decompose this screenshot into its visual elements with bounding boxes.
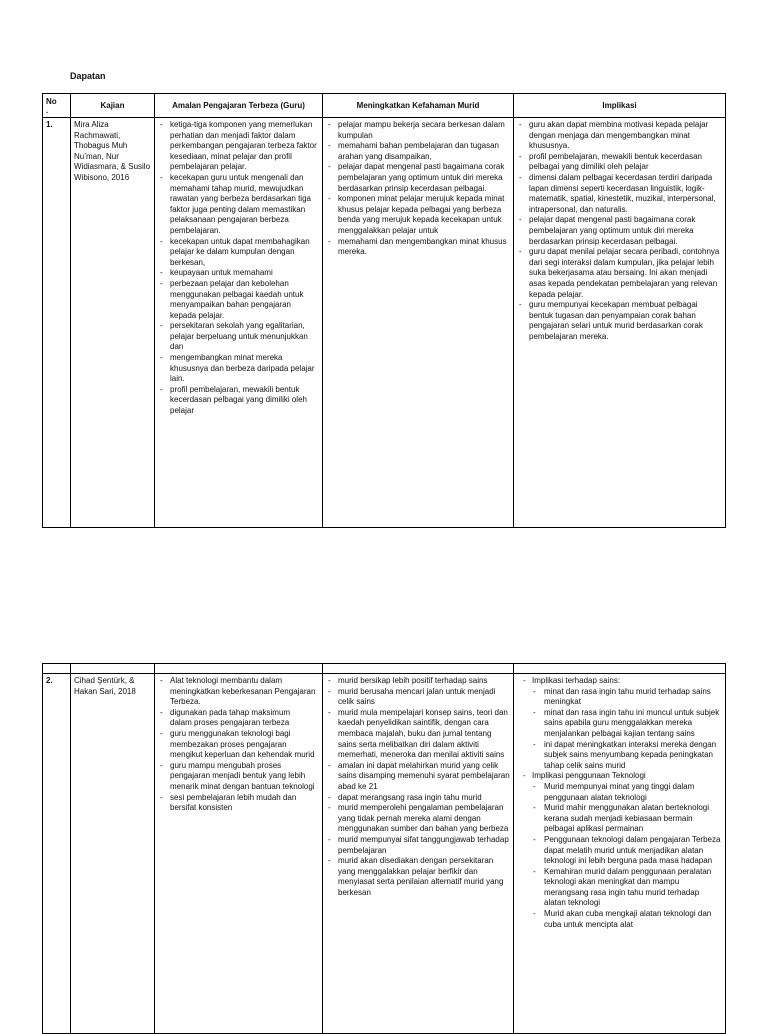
list-item: - minat dan rasa ingin tahu ini muncul untuk subjek sains apabila guru menggalakkan mereka menjalankan pelbagai kajian tentang sains [532,708,722,740]
list-item: - guru dapat menilai pelajar secara peribadi, contohnya dari segi interaksi dalam kumpulan, jika pelajar lebih suka bekerjasama atau bersaing. Ini akan menjadi asas kepada pendekatan pembelajaran yang relevan kepada pelajar. [517,247,722,300]
list-item: - persekitaran sekolah yang egalitarian, pelajar berpeluang untuk menunjukkan dan [158,321,319,353]
list-item: - keupayaan untuk memahami [158,268,319,279]
list-item: - Murid mempunyai minat yang tinggi dalam penggunaan alatan teknologi [532,782,722,803]
list-item: - murid berusaha mencari jalan untuk menjadi celik sains [326,687,510,708]
empty-cell [71,664,155,674]
list-item: - profil pembelajaran, mewakili bentuk kecerdasan pelbagai yang dimiliki oleh pelajar [517,152,722,173]
implikasi-groups [520,676,722,930]
kefahaman-cell [323,118,514,528]
list-item: - memahami bahan pembelajaran dan tugasan arahan yang disampaikan, [326,141,510,162]
amalan-cell [155,674,323,1034]
list-item: - sesi pembelajaran lebih mudah dan bersifat konsisten [158,793,319,814]
list-item: - guru akan dapat membina motivasi kepada pelajar dengan menjaga dan mengembangkan minat khususnya. [517,120,722,152]
list-item: - profil pembelajaran, mewakili bentuk kecerdasan pelbagai yang dimiliki oleh pelajar [158,385,319,417]
list-item: - guru mampu mengubah proses pengajaran menjadi bentuk yang lebih menarik minat dengan bantuan teknologi [158,761,319,793]
empty-cell [155,664,323,674]
group-list [532,782,722,930]
list-item: - dapat merangsang rasa ingin tahu murid [326,793,510,804]
col-header-implikasi: Implikasi [514,94,726,118]
list-item: - murid mempunyai sifat tanggungjawab terhadap pembelajaran [326,835,510,856]
list-item: - Murid mahir menggunakan alatan berteknologi kerana sudah menjadi kebiasaan bermain pelbagai aplikasi permainan [532,803,722,835]
row-number: 1. [43,118,71,528]
list-item: - kecekapan guru untuk mengenali dan memahami tahap murid, mewujudkan rawatan yang berbeza berdasarkan tiga faktor juga penting dalam memastikan pelaksanaan pengajaran berbeza pembelajaran. [158,173,319,237]
list-item: - murid bersikap lebih positif terhadap sains [326,676,510,687]
amalan-cell [155,118,323,528]
amalan-list [158,120,319,417]
list-item: dalam proses pengajaran terbeza [170,718,290,728]
section-heading: Dapatan [70,71,106,81]
kefahaman-list [326,120,510,258]
col-header-amalan: Amalan Pengajaran Terbeza (Guru) [155,94,323,118]
list-item: - Penggunaan teknologi dalam pengajaran Terbeza dapat melatih murid untuk menjadikan alatan teknologi ini lebih berguna pada masa hadapan [532,835,722,867]
implikasi-group-teknologi [520,771,722,930]
list-item: - guru mempunyai kecekapan membuat pelbagai bentuk tugasan dan penyampaian corak bahan pengajaran selari untuk murid berdasarkan corak pembelajaran mereka. [517,300,722,342]
list-item: - Kemahiran murid dalam penggunaan peralatan teknologi akan meningkat dan mampu merangsang rasa ingin tahu murid terhadap alatan teknologi [532,867,722,909]
list-item: - Alat teknologi membantu dalam meningkatkan keberkesanan Pengajaran Terbeza. [158,676,319,708]
kajian-cell: Mira Aliza Rachmawati, Thobagus Muh Nu’man, Nur Widiasmara, & Susilo Wibisono, 2016 [71,118,155,528]
list-item: - digunakan pada tahap maksimum [158,708,319,719]
kefahaman-cell [323,674,514,1034]
list-item: - ketiga-tiga komponen yang memerlukan perhatian dan menjadi faktor dalam perkembangan pengajaran terbeza faktor kesediaan, minat pelajar dan profil pembelajaran pelajar. [158,120,319,173]
table-header-row-empty [43,664,726,674]
implikasi-group-sains [520,676,722,771]
list-item: - Murid akan cuba mengkaji alatan teknologi dan cuba untuk mencipta alat [532,909,722,930]
findings-table-page-2 [42,663,726,1034]
implikasi-cell [514,674,726,1034]
row-number: 2. [43,674,71,1034]
empty-cell [514,664,726,674]
list-item: - komponen minat pelajar merujuk kepada minat khusus pelajar kepada pelbagai yang berbeza benda yang merujuk kepada kecekapan untuk menggalakkan pelajar untuk [326,194,510,236]
amalan-list [158,676,319,814]
list-item: - ini dapat meningkatkan interaksi mereka dengan subjek sains menyumbang kepada peningkatan tahap celik sains murid [532,740,722,772]
table-header-row [43,94,726,118]
list-item: - pelajar dapat mengenal pasti bagaimana corak pembelajaran yang optimum untuk diri mereka berdasarkan prinsip kecerdasan pelbagai. [326,162,510,194]
list-item: - guru menggunakan teknologi bagi membezakan proses pengajaran mengikut keperluan dan kehendak murid [158,729,319,761]
list-item: - murid memperolehi pengalaman pembelajaran yang tidak pernah mereka alami dengan menggunakan sumber dan bahan yang berbeza [326,803,510,835]
col-header-kefahaman: Meningkatkan Kefahaman Murid [323,94,514,118]
list-item: - pelajar mampu bekerja secara berkesan dalam kumpulan [326,120,510,141]
list-item: - mengembangkan minat mereka khususnya dan berbeza daripada pelajar lain. [158,353,319,385]
list-item: - perbezaan pelajar dan kebolehan menggunakan pelbagai kaedah untuk menyampaikan bahan pengajaran kepada pelajar. [158,279,319,321]
implikasi-cell [514,118,726,528]
kajian-cell: Cihad Şentürk, & Hakan Sari, 2018 [71,674,155,1034]
empty-cell [323,664,514,674]
kefahaman-list [326,676,510,898]
implikasi-list [517,120,722,342]
list-item: - memahami dan mengembangkan minat khusus mereka. [326,237,510,258]
list-item: - murid akan disediakan dengan persekitaran yang menggalakkan pelajar berfikir dan menyiasat serta penilaian alternatif murid yang berkesan [326,856,510,898]
list-item: - kecekapan untuk dapat membahagikan pelajar ke dalam kumpulan dengan berkesan, [158,237,319,269]
group-list [532,687,722,772]
table-row [43,674,726,1034]
col-header-no: No . [43,94,71,118]
findings-table-page-1 [42,93,726,528]
empty-cell [43,664,71,674]
list-item: - pelajar dapat mengenal pasti bagaimana corak pembelajaran yang optimum untuk diri mereka berdasarkan prinsip kecerdasan pelbagai. [517,215,722,247]
group-title: Implikasi penggunaan Teknologi [532,771,646,781]
group-title: Implikasi terhadap sains: [532,676,621,685]
list-item: - murid mula mempelajari konsep sains, teori dan kaedah penyelidikan saintifik, dengan cara membaca majalah, buku dan jurnal tentang sains serta melibatkan diri dalam aktiviti memerhati, meneroka dan menilai aktiviti sains [326,708,510,761]
table-row [43,118,726,528]
list-item: - dimensi dalam pelbagai kecerdasan terdiri daripada lapan dimensi seperti kecerdasan linguistik, logik-matematik, spatial, kinestetik, muzikal, interpersonal, intrapersonal, dan naturalis. [517,173,722,215]
list-item: - amalan ini dapat melahirkan murid yang celik sains disamping memenuhi syarat pembelajaran abad ke 21 [326,761,510,793]
col-header-kajian: Kajian [71,94,155,118]
list-item: - minat dan rasa ingin tahu murid terhadap sains meningkat [532,687,722,708]
